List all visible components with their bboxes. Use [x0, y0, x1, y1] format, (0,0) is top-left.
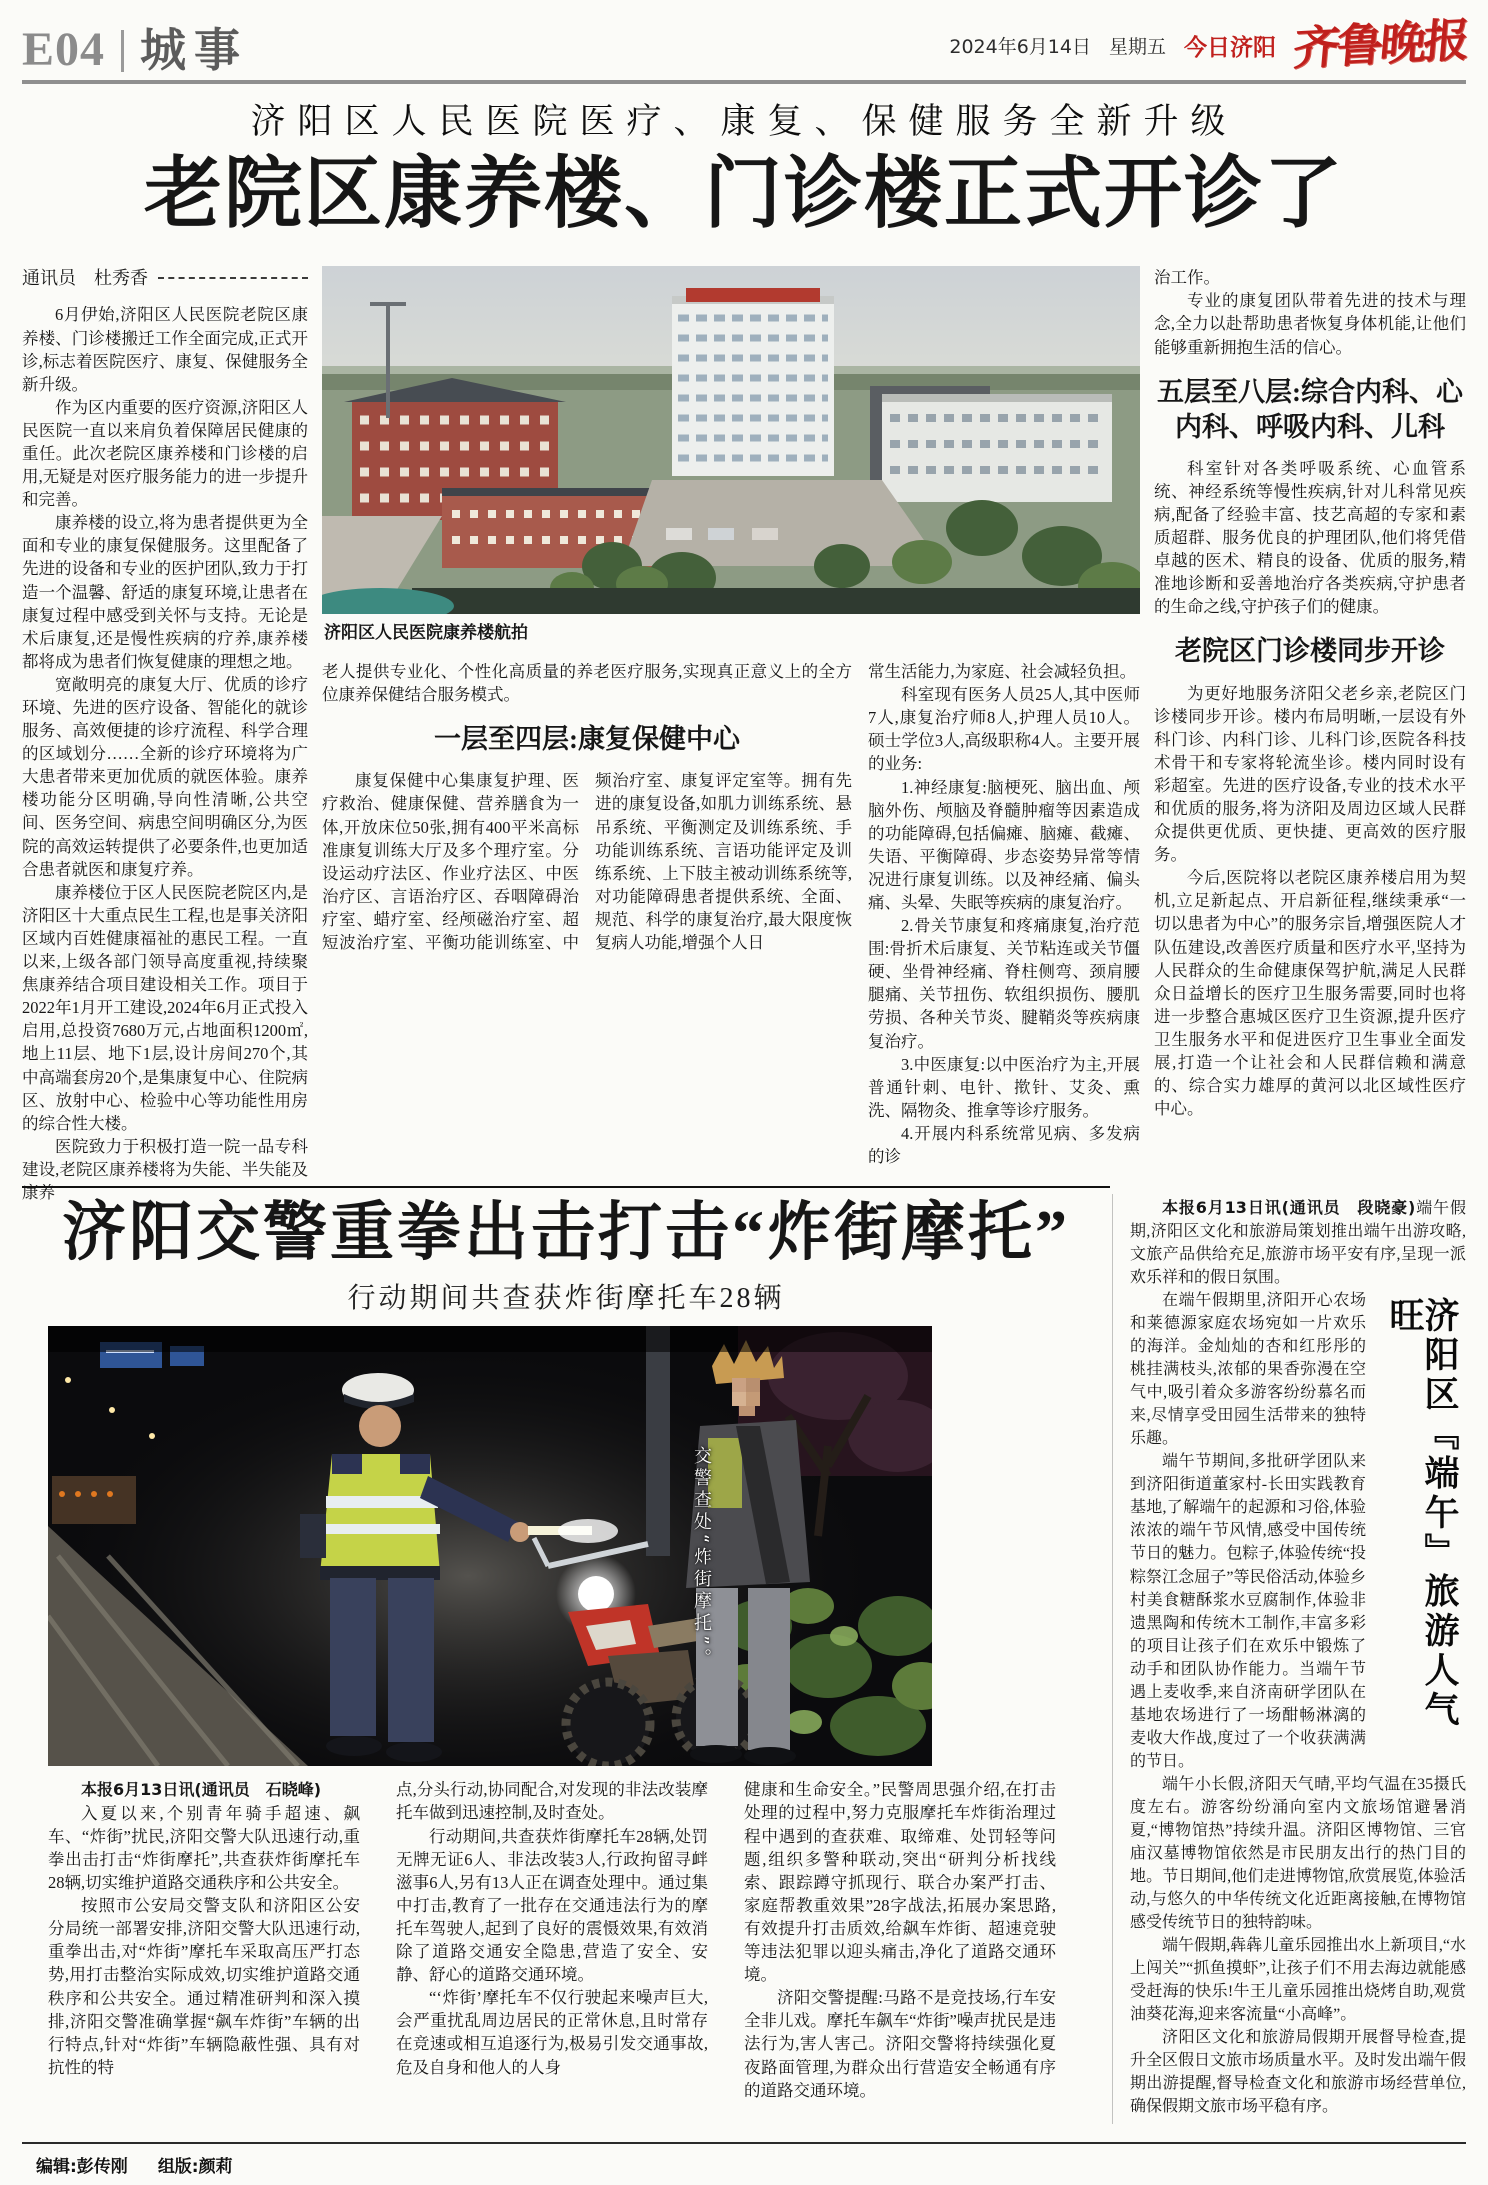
article2-photo-wrap — [48, 1326, 932, 1766]
article1-headline: 老院区康养楼、门诊楼正式开诊了 — [143, 150, 1344, 237]
paragraph: 医院致力于积极打造一院一品专科建设,老院区康养楼将为失能、半失能及康养 — [22, 1136, 308, 1202]
paragraph: 今后,医院将以老院区康养楼启用为契机,立足新起点、开启新征程,继续秉承“一切以患者为中心”的服务宗旨,增强医院人才队伍建设,改善医疗质量和医疗水平,坚持为人民群众的生命健康保驾护航,满足人民群众日益增长的医疗卫生服务需要,同时也将进一步整合惠城区医疗卫生资源,提升医疗卫生服务水平和促进医疗卫生事业全面发展,打造一个让社会和人民群信赖和满意的、综合实力雄厚的黄河以北区域性医疗中心。 — [1154, 868, 1466, 1119]
masthead-left — [22, 23, 249, 76]
section-name: 城事 — [140, 25, 249, 76]
article1-mid-block — [322, 660, 852, 1168]
masthead — [22, 12, 1469, 76]
dateline: 本报6月13日讯(通讯员 段晓豪) — [1162, 1198, 1416, 1217]
paragraph: 健康和生命安全。”民警周思强介绍,在打击处理的过程中,努力克服摩托车炸街治理过程中遇到的查获难、取缔难、处罚轻等问题,组织多警种联动,突出“研判分析找线索、跟踪蹲守抓现行、联合办案严打击、家庭帮教重效果”28字战法,拓展办案思路,有效提升打击质效,给飙车炸街、超速竞驶等违法犯罪以迎头痛击,净化了道路交通环境。 — [744, 1780, 1056, 1985]
article1-byline — [22, 266, 308, 291]
night-enforcement-photo — [48, 1326, 932, 1766]
paragraph: 1.神经康复:脑梗死、脑出血、颅脑外伤、颅脑及脊髓肿瘤等因素造成的功能障碍,包括偏瘫、脑瘫、截瘫、失语、平衡障碍、步态姿势异常等情况进行康复训练。以及神经痛、偏头痛、头晕、失眠等疾病的康复治疗。 — [868, 777, 1140, 912]
footer-editor: 编辑:彭传刚 — [36, 2157, 128, 2177]
article2-column-1 — [48, 1778, 360, 2101]
article1-center — [322, 266, 1140, 1204]
article1-column-5 — [1154, 266, 1466, 1204]
paragraph: 治工作。 — [1154, 268, 1220, 288]
paragraph: 科室针对各类呼吸系统、心血管系统、神经系统等慢性疾病,针对儿科常见疾病,配备了经验丰富、技艺高超的专家和素质超群、服务优良的护理团队,他们将凭借卓越的医术、精良的设备、优质的服务,精准地诊断和妥善地治疗各类疾病,守护患者的生命之线,守护孩子们的健康。 — [1154, 458, 1466, 617]
paragraph: 常生活能力,为家庭、社会减轻负担。 — [868, 662, 1137, 682]
article2-column-3 — [744, 1778, 1056, 2101]
article2-dateline-line — [48, 1778, 360, 1801]
article1-body — [22, 266, 1466, 1204]
article3-vertical-headline: 济阳区『端午』旅游人气旺 — [1385, 1297, 1459, 1728]
article3-lead — [1130, 1196, 1466, 1289]
paragraph: 端午假期,犇犇儿童乐园推出水上新项目,“水上闯关”“抓鱼摸虾”,让孩子们不用去海边就能感受赶海的快乐!牛王儿童乐园推出烧烤自助,观赏油葵花海,迎来客流量“小高峰”。 — [1130, 1937, 1466, 2024]
article1-column-1 — [22, 266, 308, 1204]
masthead-divider — [121, 30, 124, 72]
article1-kicker: 济阳区人民医院医疗、康复、保健服务全新升级 — [250, 102, 1238, 141]
paragraph: 作为区内重要的医疗资源,济阳区人民医院一直以来肩负着保障居民健康的重任。此次老院区康养楼和门诊楼的启用,无疑是对医疗服务能力的进一步提升和完善。 — [22, 397, 308, 510]
paragraph: 宽敞明亮的康复大厅、优质的诊疗环境、先进的医疗设备、智能化的就诊服务、高效便捷的诊疗流程、科学合理的区域划分……全新的诊疗环境将为广大患者带来更加优质的就医体验。康养楼功能分区明确,导向性清晰,公共空间、医务空间、病患空间明确区分,为医院的高效运转提供了必要条件,也更加适合患者就医和康复疗养。 — [22, 674, 308, 879]
paragraph: 康复保健中心集康复护理、医疗救治、健康保健、营养膳食为一体,开放床位50张,拥有400平米高标准康复训练大厅及多个理疗室。分设运动疗法区、作业疗法区、中医治疗区、言语治疗区、吞咽障碍治疗室、蜡疗室、经颅磁治疗室、超短波治疗室、平衡功能训练室、中频治疗室、康复评定室等。拥有先进的康复设备,如肌力训练系统、悬吊系统、平衡测定及训练系统、手功能训练系统、言语功能评定及训练系统、上下肢主被动训练系统等,对功能障碍患者提供系统、全面、规范、科学的康复治疗,最大限度恢复病人功能,增强个人日 — [322, 771, 852, 952]
article-hospital — [22, 94, 1466, 1204]
paragraph: 点,分头行动,协同配合,对发现的非法改装摩托车做到迅速控制,及时查处。 — [396, 1780, 708, 1823]
article-dragonboat-tourism — [1130, 1196, 1466, 2118]
newspaper-brand-logo: 齐鲁晚报 — [1291, 14, 1469, 75]
edition-number: E04 — [22, 23, 106, 76]
paragraph: 康养楼位于区人民医院老院区内,是济阳区十大重点民生工程,也是事关济阳区域内百姓健康福祉的惠民工程。一直以来,上级各部门领导高度重视,持续聚焦康养结合项目建设相关工作。项目于2022年1月开工建设,2024年6月正式投入启用,总投资7680万元,占地面积1200㎡,地上11层、地下1层,设计房间270个,其中高端套房20个,是集康复中心、住院病区、放射中心、检验中心等功能性用房的综合性大楼。 — [22, 882, 308, 1133]
article-traffic-police — [22, 1186, 1110, 2102]
section-c-title: 老院区门诊楼同步开诊 — [1175, 636, 1445, 667]
paragraph: 行动期间,共查获炸街摩托车28辆,处罚无牌无证6人、非法改装3人,行政拘留寻衅滋事6人,另有13人正在调查处理中。通过集中打击,教育了一批存在交通违法行为的摩托车驾驶人,起到了良好的震慑效果,有效消除了道路交通安全隐患,营造了安全、安静、舒心的道路交通环境。 — [396, 1826, 708, 1985]
byline-rule — [158, 277, 308, 279]
paragraph: 入夏以来,个别青年骑手超速、飙车、“炸街”扰民,济阳交警大队迅速行动,重拳出击打击“炸街摩托”,共查获炸街摩托车28辆,切实维护道路交通秩序和公共安全。 — [48, 1803, 360, 1893]
dateline: 本报6月13日讯(通讯员 石晓峰) — [81, 1780, 322, 1800]
paragraph: 端午节期间,多批研学团队来到济阳街道董家村-长田实践教育基地,了解端午的起源和习俗,体验浓浓的端午节风情,感受中国传统节日的魅力。包粽子,体验传统“投粽祭江念屈子”等民俗活动,体验乡村美食糖酥浆水豆腐制作,体验非遗黑陶和传统木工制作,丰富多彩的项目让孩子们在欢乐中锻炼了动手和团队协作能力。当端午节遇上麦收季,来自济南研学团队在基地农场进行了一场酣畅淋漓的麦收大作战,度过了一个收获满满的节日。 — [1130, 1453, 1366, 1770]
photo1-caption: 济阳区人民医院康养楼航拍 — [324, 623, 528, 644]
paragraph: 2.骨关节康复和疼痛康复,治疗范围:骨折术后康复、关节粘连或关节僵硬、坐骨神经痛、脊柱侧弯、颈肩腰腿痛、关节扭伤、软组织损伤、腰肌劳损、各种关节炎、腱鞘炎等疾病康复治疗。 — [868, 916, 1140, 1051]
paragraph: “‘炸街’摩托车不仅行驶起来噪声巨大,会严重扰乱周边居民的正常休息,且时常存在竞速或相互追逐行为,极易引发交通事故,危及自身和他人的人身 — [396, 1988, 708, 2077]
paragraph: 按照市公安局交警支队和济阳区公安分局统一部署安排,济阳交警大队迅速行动,重拳出击,对“炸街”摩托车采取高压严打态势,用打击整治实际成效,切实维护道路交通秩序和公共安全。通过精准研判和深入摸排,济阳交警准确掌握“飙车炸街”车辆的出行特点,针对“炸街”车辆隐蔽性强、具有对抗性的特 — [48, 1896, 360, 2077]
article-divider-vertical — [1112, 1194, 1113, 2124]
paragraph: 端午小长假,济阳天气晴,平均气温在35摄氏度左右。游客纷纷涌向室内文旅场馆避暑消夏,“博物馆热”持续升温。济阳区博物馆、三官庙汉墓博物馆依然是市民朋友出行的热门目的地。节日期间,他们走进博物馆,欣赏展览,体验活动,与悠久的中华传统文化近距离接触,在博物馆感受传统节日的独特韵味。 — [1130, 1775, 1466, 1931]
paragraph: 老人提供专业化、个性化高质量的养老医疗服务,实现真正意义上的全方位康养保健结合服务模式。 — [322, 662, 852, 705]
hospital-aerial-photo — [322, 266, 1140, 614]
publication-date: 2024年6月14日 — [949, 35, 1091, 58]
paragraph: 3.中医康复:以中医治疗为主,开展普通针刺、电针、揿针、艾灸、熏洗、隔物灸、推拿等诊疗服务。 — [868, 1054, 1140, 1120]
footer — [36, 2152, 233, 2177]
masthead-rule — [22, 80, 1466, 84]
article3-vertical-headline-box — [1378, 1297, 1466, 1727]
footer-typesetter: 组版:颜莉 — [157, 2157, 233, 2177]
section-a-body — [322, 769, 852, 954]
section-b-title: 五层至八层:综合内科、心内科、呼吸内科、儿科 — [1157, 376, 1463, 442]
article1-center-lower — [322, 660, 1140, 1168]
article2-subhead: 行动期间共查获炸街摩托车28辆 — [347, 1283, 785, 1315]
publication-weekday: 星期五 — [1108, 35, 1166, 58]
paragraph: 济阳交警提醒:马路不是竞技场,行车安全非儿戏。摩托车飙车“炸街”噪声扰民是违法行为,害人害己。济阳交警将持续强化夏夜路面管理,为群众出行营造安全畅通有序的道路交通环境。 — [744, 1988, 1056, 2100]
paragraph: 6月伊始,济阳区人民医院老院区康养楼、门诊楼搬迁工作全面完成,正式开诊,标志着医院医疗、康复、保健服务全新升级。 — [22, 305, 308, 394]
local-edition-logo: 今日济阳 — [1184, 34, 1276, 61]
article2-headline: 济阳交警重拳出击打击“炸街摩托” — [62, 1197, 1070, 1268]
paragraph: 科室现有医务人员25人,其中医师7人,康复治疗师8人,护理人员10人。硕士学位3人,高级职称4人。主要开展的业务: — [868, 685, 1140, 774]
article1-column-4 — [868, 660, 1140, 1168]
paragraph: 4.开展内科系统常见病、多发病的诊 — [868, 1123, 1140, 1166]
paragraph: 为更好地服务济阳父老乡亲,老院区门诊楼同步开诊。楼内布局明晰,一层设有外科门诊、内科门诊、儿科门诊,医院各科技术骨干和专家将轮流坐诊。楼内同时设有彩超室。先进的医疗设备,专业的技术水平和优质的服务,将为济阳及周边区域人民群众提供更优质、更快捷、更高效的医疗服务。 — [1154, 683, 1466, 865]
section-a-title: 一层至四层:康复保健中心 — [434, 724, 740, 755]
footer-rule — [22, 2142, 1466, 2144]
lead-text: 端午假期,济阳区文化和旅游局策划推出端午出游攻略,文旅产品供给充足,旅游市场平安有序,呈现一派欢乐祥和的假日氛围。 — [1130, 1200, 1466, 1287]
byline-text: 通讯员 杜秀香 — [22, 268, 148, 289]
article2-columns — [48, 1778, 1056, 2101]
photo2-caption: 交警查处“炸街摩托”。 — [691, 1446, 712, 1672]
paragraph: 康养楼的设立,将为患者提供更为全面和专业的康复保健服务。这里配备了先进的设备和专业的医护团队,致力于打造一个温馨、舒适的康复环境,让患者在康复过程中感受到关怀与支持。无论是术后康复,还是慢性疾病的疗养,康养楼都将成为患者们恢复健康的理想之地。 — [22, 513, 308, 671]
paragraph: 专业的康复团队带着先进的技术与理念,全力以赴帮助患者恢复身体机能,让他们能够重新拥抱生活的信心。 — [1154, 291, 1466, 357]
paragraph: 在端午假期里,济阳开心农场和莱德源家庭农场宛如一片欢乐的海洋。金灿灿的杏和红彤彤的桃挂满枝头,浓郁的果香弥漫在空气中,吸引着众多游客纷纷慕名而来,尽情享受田园生活带来的独特乐趣。 — [1130, 1292, 1366, 1448]
paragraph: 济阳区文化和旅游局假期开展督导检查,提升全区假日文旅市场质量水平。及时发出端午假期出游提醒,督导检查文化和旅游市场经营单位,确保假期文旅市场平稳有序。 — [1130, 2029, 1467, 2116]
masthead-right — [949, 14, 1469, 75]
article2-column-2 — [396, 1778, 708, 2101]
